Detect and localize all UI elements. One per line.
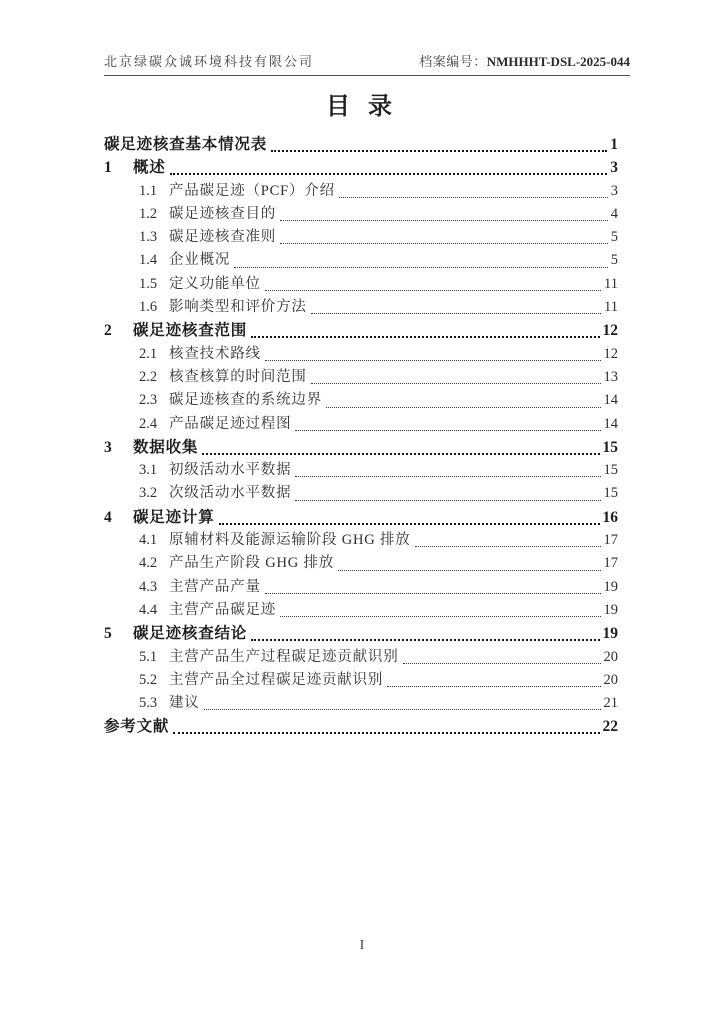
toc-entry-number: 3.2 (139, 485, 158, 502)
toc-entry-title: 企业概况 (169, 252, 231, 269)
toc-page-number: 16 (602, 508, 618, 526)
page-title: 目 录 (326, 94, 398, 120)
toc-entry-title: 影响类型和评价方法 (169, 299, 307, 316)
toc-entry (139, 249, 618, 272)
toc-dot-leader (339, 197, 608, 198)
toc-entry-title: 碳足迹核查结论 (133, 625, 248, 643)
toc-entry-number: 1.5 (139, 275, 158, 292)
toc-page-number: 1 (610, 136, 618, 153)
toc-page-number: 14 (603, 392, 618, 409)
toc-entry-title: 产品生产阶段 GHG 排放 (169, 555, 335, 572)
toc-dot-leader (204, 709, 601, 710)
toc-page-number: 4 (610, 205, 618, 222)
toc-entry (139, 692, 618, 715)
toc-page-number: 13 (603, 368, 618, 385)
toc-entry-title: 主营产品产量 (169, 578, 261, 595)
toc-page-number: 22 (602, 718, 618, 736)
toc-dot-leader (280, 220, 608, 221)
toc-entry (139, 576, 618, 599)
toc-page-number: 20 (603, 671, 618, 688)
toc-entry (104, 622, 618, 645)
toc-entry-title: 产品碳足迹（PCF）介绍 (169, 182, 335, 199)
toc-page-number: 19 (602, 625, 618, 643)
toc-list (104, 133, 618, 739)
toc-page-number: 15 (602, 438, 618, 456)
toc-entry-title: 碳足迹核查基本情况表 (104, 136, 268, 153)
toc-dot-leader (251, 336, 599, 338)
toc-page-number: 12 (602, 322, 618, 340)
archive-number (419, 51, 630, 70)
toc-entry (139, 669, 618, 692)
toc-entry-number: 2.3 (139, 392, 158, 409)
toc-entry-number: 1.3 (139, 229, 158, 246)
toc-entry (139, 296, 618, 319)
toc-dot-leader (311, 383, 601, 384)
toc-dot-leader (170, 173, 608, 175)
toc-entry (139, 273, 618, 296)
toc-entry-title: 核查核算的时间范围 (169, 368, 307, 385)
toc-dot-leader (415, 546, 601, 547)
toc-dot-leader (403, 663, 601, 664)
toc-dot-leader (265, 593, 601, 594)
toc-entry-number: 1.4 (139, 252, 158, 269)
toc-entry (139, 366, 618, 389)
archive-number-value: NMHHHT-DSL-2025-044 (486, 54, 630, 69)
toc-entry (104, 156, 618, 179)
toc-page-number: 21 (603, 695, 618, 712)
toc-entry-title: 初级活动水平数据 (169, 462, 292, 479)
toc-entry-title: 概述 (133, 159, 166, 177)
toc-dot-leader (311, 313, 601, 314)
toc-page-number: 17 (603, 532, 618, 549)
toc-entry (139, 180, 618, 203)
toc-entry-number: 2.1 (139, 345, 158, 362)
toc-entry (104, 133, 618, 156)
toc-entry (104, 436, 618, 459)
toc-entry-number: 5.3 (139, 695, 158, 712)
toc-entry-title: 定义功能单位 (169, 275, 261, 292)
archive-number-label: 档案编号： (419, 54, 487, 69)
toc-entry (139, 413, 618, 436)
toc-entry (104, 319, 618, 342)
toc-entry (104, 715, 618, 738)
toc-dot-leader (251, 639, 599, 641)
toc-entry (139, 529, 618, 552)
toc-entry-title: 碳足迹核查准则 (169, 229, 277, 246)
toc-page-number: 20 (603, 648, 618, 665)
toc-entry-number: 2.4 (139, 415, 158, 432)
toc-entry-title: 参考文献 (104, 718, 170, 736)
toc-dot-leader (271, 150, 607, 152)
toc-page-number: 14 (603, 415, 618, 432)
toc-page-number: 19 (603, 601, 618, 618)
toc-page-number: 3 (610, 182, 618, 199)
toc-entry-number: 2 (104, 322, 113, 340)
footer-page-number: I (359, 938, 365, 953)
toc-entry-number: 1.1 (139, 182, 158, 199)
toc-dot-leader (280, 243, 608, 244)
toc-page-number: 5 (610, 229, 618, 246)
toc-dot-leader (326, 407, 601, 408)
toc-entry (139, 552, 618, 575)
toc-entry (139, 599, 618, 622)
toc-dot-leader (295, 500, 600, 501)
toc-entry-title: 主营产品生产过程碳足迹贡献识别 (169, 648, 399, 665)
toc-entry-title: 碳足迹计算 (133, 508, 215, 526)
toc-entry (139, 646, 618, 669)
toc-dot-leader (234, 267, 608, 268)
toc-entry-title: 产品碳足迹过程图 (169, 415, 292, 432)
toc-entry-title: 主营产品全过程碳足迹贡献识别 (169, 671, 384, 688)
toc-page-number: 15 (603, 462, 618, 479)
toc-page-number: 5 (610, 252, 618, 269)
toc-entry (104, 506, 618, 529)
toc-entry (139, 343, 618, 366)
toc-entry-number: 4 (104, 508, 113, 526)
page-header (104, 51, 630, 76)
toc-dot-leader (202, 453, 599, 455)
toc-entry-title: 建议 (169, 695, 200, 712)
toc-dot-leader (280, 616, 600, 617)
toc-entry (139, 482, 618, 505)
toc-entry-number: 4.4 (139, 601, 158, 618)
toc-entry-title: 次级活动水平数据 (169, 485, 292, 502)
toc-page-number: 15 (603, 485, 618, 502)
toc-page-number: 19 (603, 578, 618, 595)
toc-entry-title: 碳足迹核查目的 (169, 205, 277, 222)
toc-entry (139, 389, 618, 412)
toc-dot-leader (219, 523, 600, 525)
toc-page-number: 17 (603, 555, 618, 572)
toc-entry-number: 5.2 (139, 671, 158, 688)
toc-entry-number: 5 (104, 625, 113, 643)
toc-entry-title: 原辅材料及能源运输阶段 GHG 排放 (169, 532, 411, 549)
toc-entry (139, 203, 618, 226)
toc-entry-number: 1 (104, 159, 113, 177)
toc-page-number: 12 (603, 345, 618, 362)
toc-dot-leader (295, 430, 600, 431)
toc-page-number: 11 (604, 275, 618, 292)
toc-dot-leader (265, 290, 601, 291)
toc-entry-title: 主营产品碳足迹 (169, 601, 277, 618)
toc-entry-number: 5.1 (139, 648, 158, 665)
toc-page-number: 11 (604, 299, 618, 316)
toc-entry-number: 1.6 (139, 299, 158, 316)
toc-entry-title: 核查技术路线 (169, 345, 261, 362)
toc-dot-leader (173, 732, 599, 734)
toc-page-number: 3 (610, 159, 618, 177)
toc-entry (139, 226, 618, 249)
toc-entry-number: 1.2 (139, 205, 158, 222)
toc-entry-number: 3.1 (139, 462, 158, 479)
toc-entry-number: 4.1 (139, 532, 158, 549)
toc-entry-title: 碳足迹核查范围 (133, 322, 248, 340)
toc-entry-title: 数据收集 (133, 438, 199, 456)
toc-entry-number: 3 (104, 438, 113, 456)
toc-entry (139, 459, 618, 482)
toc-entry-number: 4.2 (139, 555, 158, 572)
toc-entry-number: 2.2 (139, 368, 158, 385)
toc-dot-leader (265, 360, 601, 361)
company-name: 北京绿碳众诚环境科技有限公司 (104, 54, 315, 69)
toc-dot-leader (387, 686, 600, 687)
toc-dot-leader (338, 570, 600, 571)
toc-entry-title: 碳足迹核查的系统边界 (169, 392, 322, 409)
toc-dot-leader (295, 476, 600, 477)
toc-entry-number: 4.3 (139, 578, 158, 595)
